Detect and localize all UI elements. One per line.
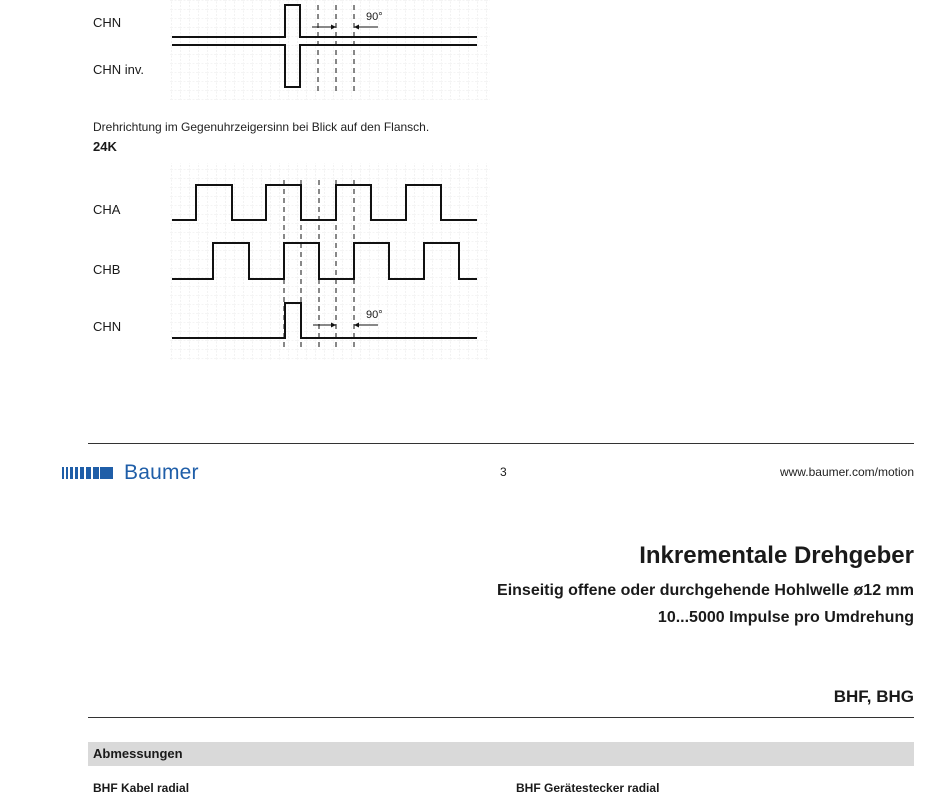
page-number: 3 [500, 465, 507, 479]
rotation-caption: Drehrichtung im Gegenuhrzeigersinn bei Blick auf den Flansch. [93, 120, 430, 134]
signal-label-chn-top: CHN [93, 15, 122, 30]
footer-rule [88, 443, 914, 444]
section-title: Abmessungen [93, 746, 183, 761]
header-rule [88, 717, 914, 718]
signal-label-chn-inv: CHN inv. [93, 62, 145, 77]
timing-diagram-24k [0, 160, 929, 370]
brand-name: Baumer [124, 461, 199, 484]
column-heading-right: BHF Gerätestecker radial [516, 781, 660, 795]
signal-label-chb: CHB [93, 262, 121, 277]
signal-label-cha: CHA [93, 202, 121, 217]
angle-label-top: 90° [366, 11, 383, 23]
footer-url: www.baumer.com/motion [779, 465, 914, 479]
model-codes: BHF, BHG [833, 687, 914, 706]
baumer-logo-icon [62, 465, 114, 481]
column-heading-left: BHF Kabel radial [93, 781, 190, 795]
signal-label-chn: CHN [93, 319, 122, 334]
page-title: Inkrementale Drehgeber [639, 542, 914, 569]
variant-label: 24K [93, 139, 117, 154]
section-header-dimensions [88, 742, 914, 766]
baumer-logo [62, 461, 199, 485]
page-subtitle-1: Einseitig offene oder durchgehende Hohlwelle ø12 mm [497, 582, 914, 599]
timing-diagram-top [0, 0, 929, 110]
angle-label-bottom: 90° [366, 309, 383, 321]
page-subtitle-2: 10...5000 Impulse pro Umdrehung [657, 609, 914, 626]
